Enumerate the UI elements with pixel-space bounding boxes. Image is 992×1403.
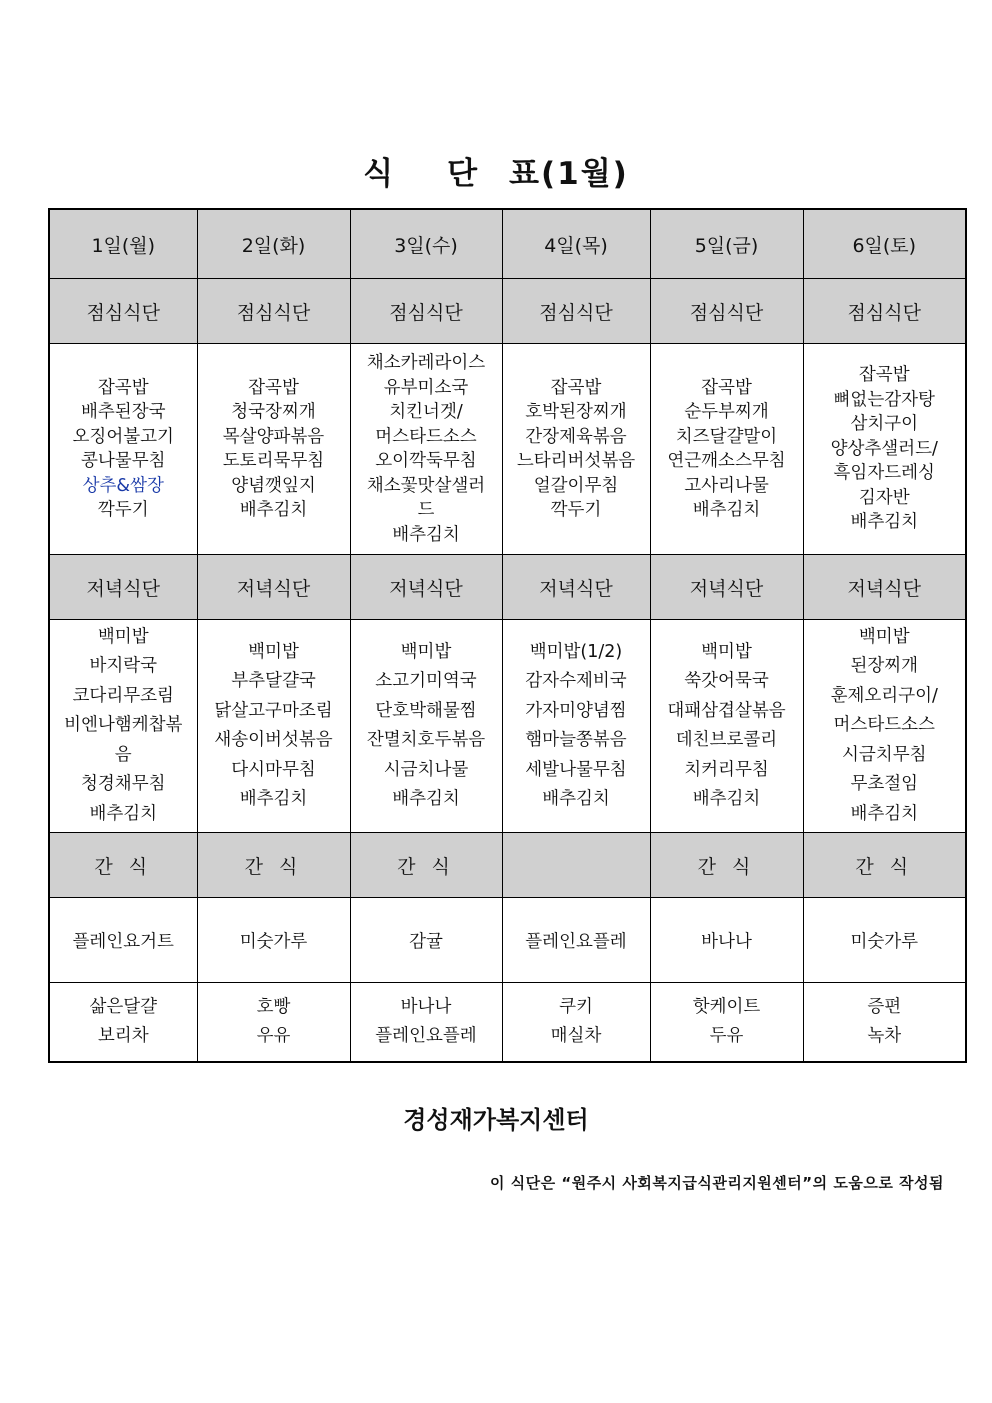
menu-item: 배추김치: [850, 512, 919, 533]
dinner-menu-cell: [350, 620, 502, 833]
menu-item: 채소꽃맛살샐러: [366, 475, 486, 496]
snack-item: 증편: [867, 997, 902, 1017]
dinner-menu-row: [49, 620, 966, 833]
snack-item: 호빵: [256, 997, 291, 1017]
snack-item: 감귤: [350, 898, 502, 983]
lunch-menu-cell: [49, 344, 197, 555]
lunch-label: 점심식단: [197, 279, 350, 344]
menu-item: 바지락국: [89, 656, 158, 677]
menu-item: 비엔나햄케찹볶: [64, 715, 183, 736]
dinner-menu-cell: [49, 620, 197, 833]
menu-item: 간장제육볶음: [525, 426, 627, 447]
menu-item: 연근깨소스무침: [667, 451, 786, 471]
snack-item: 미숫가루: [803, 898, 966, 983]
menu-item: 잡곡밥: [858, 365, 910, 386]
menu-item: 배추김치: [692, 789, 761, 809]
snack-item: 두유: [709, 1026, 744, 1046]
menu-item: 배추김치: [239, 789, 308, 809]
dinner-label: 저녁식단: [49, 555, 197, 620]
dinner-menu-cell: [502, 620, 650, 833]
lunch-label: 점심식단: [650, 279, 803, 344]
lunch-label: 점심식단: [502, 279, 650, 344]
day-header: 4일(목): [502, 209, 650, 279]
menu-item: 햄마늘쫑볶음: [525, 730, 627, 750]
menu-item: 오징어불고기: [72, 426, 174, 447]
menu-item: 잡곡밥: [550, 377, 602, 398]
menu-item: 깍두기: [550, 500, 602, 520]
organization-name: 경성재가복지센터: [403, 1106, 589, 1134]
snack-cell: [650, 983, 803, 1063]
menu-item: 쑥갓어묵국: [684, 671, 769, 691]
menu-item: 잡곡밥: [701, 377, 752, 398]
snack-cell: [502, 983, 650, 1063]
menu-item: 양상추샐러드/: [830, 438, 938, 459]
snack-label: [502, 833, 650, 898]
snack-item: 바나나: [650, 898, 803, 983]
snack-item: 매실차: [550, 1026, 602, 1046]
lunch-menu-row: [49, 344, 966, 555]
snack-cell: [197, 983, 350, 1063]
menu-item: 청국장찌개: [231, 402, 316, 422]
snack-label: 간 식: [197, 833, 350, 898]
menu-item: 백미밥: [400, 641, 452, 662]
lunch-menu-cell: [650, 344, 803, 555]
menu-item: 부추달걀국: [231, 671, 316, 691]
snack-cell: [49, 983, 197, 1063]
day-header: 5일(금): [650, 209, 803, 279]
menu-item: 백미밥: [858, 626, 910, 647]
lunch-header-row: [49, 279, 966, 344]
menu-item: 얼갈이무침: [533, 475, 619, 496]
snack-cell: [350, 983, 502, 1063]
lunch-label: 점심식단: [350, 279, 502, 344]
menu-item: 고사리나물: [684, 475, 769, 496]
dinner-label: 저녁식단: [197, 555, 350, 620]
menu-item: 세발나물무침: [525, 759, 627, 780]
lunch-menu-cell: [502, 344, 650, 555]
snack-item: 바나나: [400, 997, 452, 1017]
menu-item: 배추김치: [692, 500, 761, 520]
snack-item: 녹차: [867, 1026, 902, 1046]
lunch-menu-cell: [803, 344, 966, 555]
menu-item: 채소카레라이스: [366, 353, 486, 373]
menu-item: 상추&쌈장: [82, 475, 164, 496]
menu-item: 배추김치: [89, 803, 158, 824]
menu-item: 호박된장찌개: [525, 402, 627, 422]
menu-item: 배추김치: [542, 789, 610, 809]
snack-header-row: [49, 833, 966, 898]
title-month: 표(1월): [509, 156, 629, 192]
title-char-2: 단: [447, 156, 480, 192]
snack-item: 플레인요플레: [502, 898, 650, 983]
menu-item: 잡곡밥: [97, 377, 149, 398]
menu-item: 오이깍둑무침: [375, 451, 477, 471]
lunch-menu-cell: [197, 344, 350, 555]
dinner-menu-cell: [650, 620, 803, 833]
lunch-label: 점심식단: [803, 279, 966, 344]
menu-item: 백미밥: [97, 626, 149, 647]
snack-cell: [803, 983, 966, 1063]
meal-plan-table: [48, 208, 967, 1063]
menu-item: 깍두기: [97, 500, 149, 520]
day-header-row: [49, 209, 966, 279]
menu-item: 배추김치: [392, 524, 460, 545]
snack-row-2: [49, 983, 966, 1063]
menu-item: 소고기미역국: [375, 671, 477, 691]
menu-item: 콩나물무침: [80, 451, 166, 471]
dinner-label: 저녁식단: [350, 555, 502, 620]
menu-item: 닭살고구마조림: [214, 700, 333, 721]
footnote: 이 식단은 “원주시 사회복지급식관리지원센터”의 도움으로 작성됨: [489, 1174, 944, 1192]
menu-item: 배추된장국: [80, 402, 166, 422]
menu-item: 치커리무침: [684, 759, 769, 780]
menu-item: 시금치무침: [841, 744, 927, 765]
lunch-label: 점심식단: [49, 279, 197, 344]
menu-item: 된장찌개: [850, 656, 919, 677]
snack-label: 간 식: [650, 833, 803, 898]
menu-item: 배추김치: [392, 789, 460, 809]
dinner-label: 저녁식단: [803, 555, 966, 620]
lunch-menu-cell: [350, 344, 502, 555]
snack-label: 간 식: [350, 833, 502, 898]
page-title: [0, 148, 992, 193]
menu-item: 무초절임: [850, 774, 919, 795]
dinner-header-row: [49, 555, 966, 620]
menu-item: 다시마무침: [231, 759, 316, 780]
snack-item: 미숫가루: [197, 898, 350, 983]
menu-item: 김자반: [858, 487, 910, 508]
menu-item: 단호박해물찜: [375, 700, 477, 721]
menu-item: 목살양파볶음: [222, 426, 325, 447]
dinner-menu-cell: [803, 620, 966, 833]
menu-item: 백미밥(1/2): [529, 641, 623, 662]
snack-item: 플레인요거트: [49, 898, 197, 983]
menu-item: 양념깻잎지: [231, 475, 316, 496]
menu-item: 배추김치: [850, 803, 919, 824]
menu-item: 잡곡밥: [248, 377, 299, 398]
menu-item: 시금치나물: [383, 759, 469, 780]
menu-item: 흑임자드레싱: [833, 463, 935, 484]
menu-item: 코다리무조림: [72, 685, 174, 706]
menu-item: 청경채무침: [80, 774, 166, 795]
menu-item: 훈제오리구이/: [830, 685, 938, 706]
menu-item: 도토리묵무침: [222, 451, 325, 471]
menu-item: 대패삼겹살볶음: [667, 700, 786, 721]
menu-item: 드: [417, 500, 435, 520]
menu-item: 뼈없는감자탕: [833, 389, 935, 410]
day-header: 1일(월): [49, 209, 197, 279]
menu-item: 치킨너겟/: [389, 402, 463, 422]
menu-item: 느타리버섯볶음: [516, 451, 636, 471]
menu-item: 데친브로콜리: [675, 730, 778, 750]
snack-item: 쿠키: [559, 997, 593, 1017]
snack-item: 보리차: [97, 1026, 149, 1046]
snack-item: 플레인요플레: [375, 1026, 477, 1046]
menu-item: 순두부찌개: [684, 402, 769, 422]
snack-item: 우유: [256, 1026, 291, 1046]
menu-item: 머스타드소스: [833, 715, 935, 736]
snack-label: 간 식: [803, 833, 966, 898]
menu-item: 삼치구이: [850, 414, 919, 435]
title-char-1: 식: [363, 156, 396, 192]
dinner-menu-cell: [197, 620, 350, 833]
day-header: 3일(수): [350, 209, 502, 279]
menu-item: 새송이버섯볶음: [214, 730, 333, 750]
snack-row-1: [49, 898, 966, 983]
menu-item: 가자미양념찜: [525, 700, 627, 721]
menu-item: 유부미소국: [383, 377, 469, 398]
menu-item: 잔멸치호두볶음: [366, 730, 486, 750]
menu-item: 치즈달걀말이: [675, 426, 778, 447]
day-header: 2일(화): [197, 209, 350, 279]
dinner-label: 저녁식단: [502, 555, 650, 620]
menu-item: 백미밥: [701, 641, 752, 662]
menu-item: 머스타드소스: [375, 426, 477, 447]
snack-item: 핫케이트: [692, 997, 761, 1017]
dinner-label: 저녁식단: [650, 555, 803, 620]
snack-label: 간 식: [49, 833, 197, 898]
menu-item: 배추김치: [239, 500, 308, 520]
menu-item: 음: [114, 744, 132, 765]
snack-item: 삶은달걀: [89, 997, 158, 1017]
menu-item: 백미밥: [248, 641, 299, 662]
day-header: 6일(토): [803, 209, 966, 279]
menu-item: 감자수제비국: [525, 671, 627, 691]
